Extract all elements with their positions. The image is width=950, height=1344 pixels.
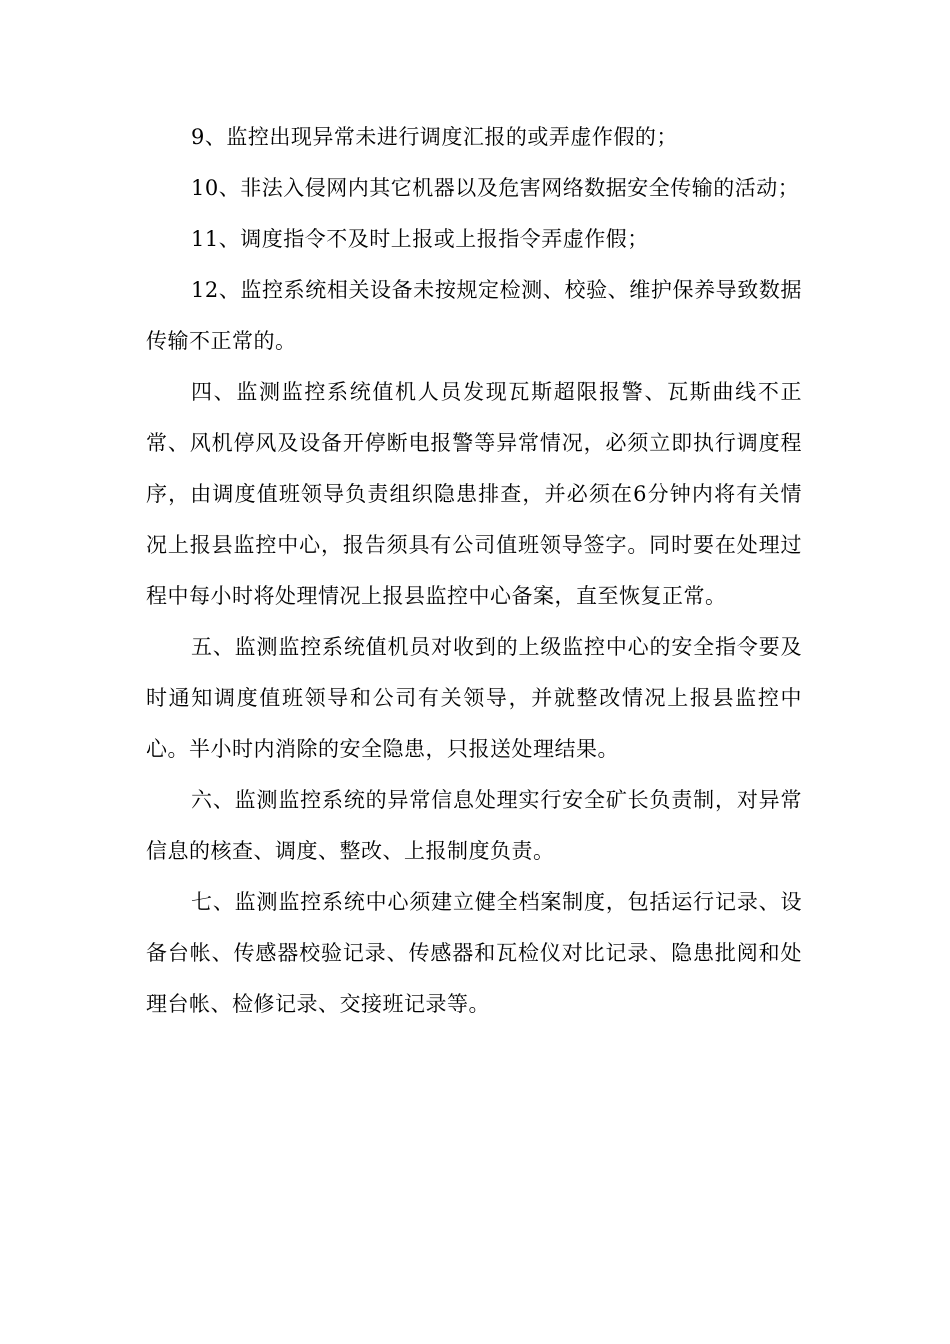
paragraph-item-12: 12、监控系统相关设备未按规定检测、校验、维护保养导致数据传输不正常的。	[146, 278, 802, 353]
paragraph-section-4: 四、监测监控系统值机人员发现瓦斯超限报警、瓦斯曲线不正常、风机停风及设备开停断电报警等异常情况，必须立即执行调度程序，由调度值班领导负责组织隐患排查，并必须在6分钟内将有关情况上报县监控中心，报告须具有公司值班领导签字。同时要在处理过程中每小时将处理情况上报县监控中心备案，直至恢复正常。	[146, 380, 802, 608]
document-body	[146, 112, 802, 1030]
paragraph-section-5: 五、监测监控系统值机员对收到的上级监控中心的安全指令要及时通知调度值班领导和公司有关领导，并就整改情况上报县监控中心。半小时内消除的安全隐患，只报送处理结果。	[146, 635, 802, 761]
paragraph-item-10: 10、非法入侵网内其它机器以及危害网络数据安全传输的活动；	[191, 176, 800, 200]
paragraph-section-7: 七、监测监控系统中心须建立健全档案制度，包括运行记录、设备台帐、传感器校验记录、传感器和瓦检仪对比记录、隐患批阅和处理台帐、检修记录、交接班记录等。	[146, 890, 802, 1016]
paragraph-section-6: 六、监测监控系统的异常信息处理实行安全矿长负责制，对异常信息的核查、调度、整改、上报制度负责。	[146, 788, 802, 863]
paragraph-item-9: 9、监控出现异常未进行调度汇报的或弄虚作假的；	[191, 125, 678, 149]
paragraph-item-11: 11、调度指令不及时上报或上报指令弄虚作假；	[191, 227, 649, 251]
